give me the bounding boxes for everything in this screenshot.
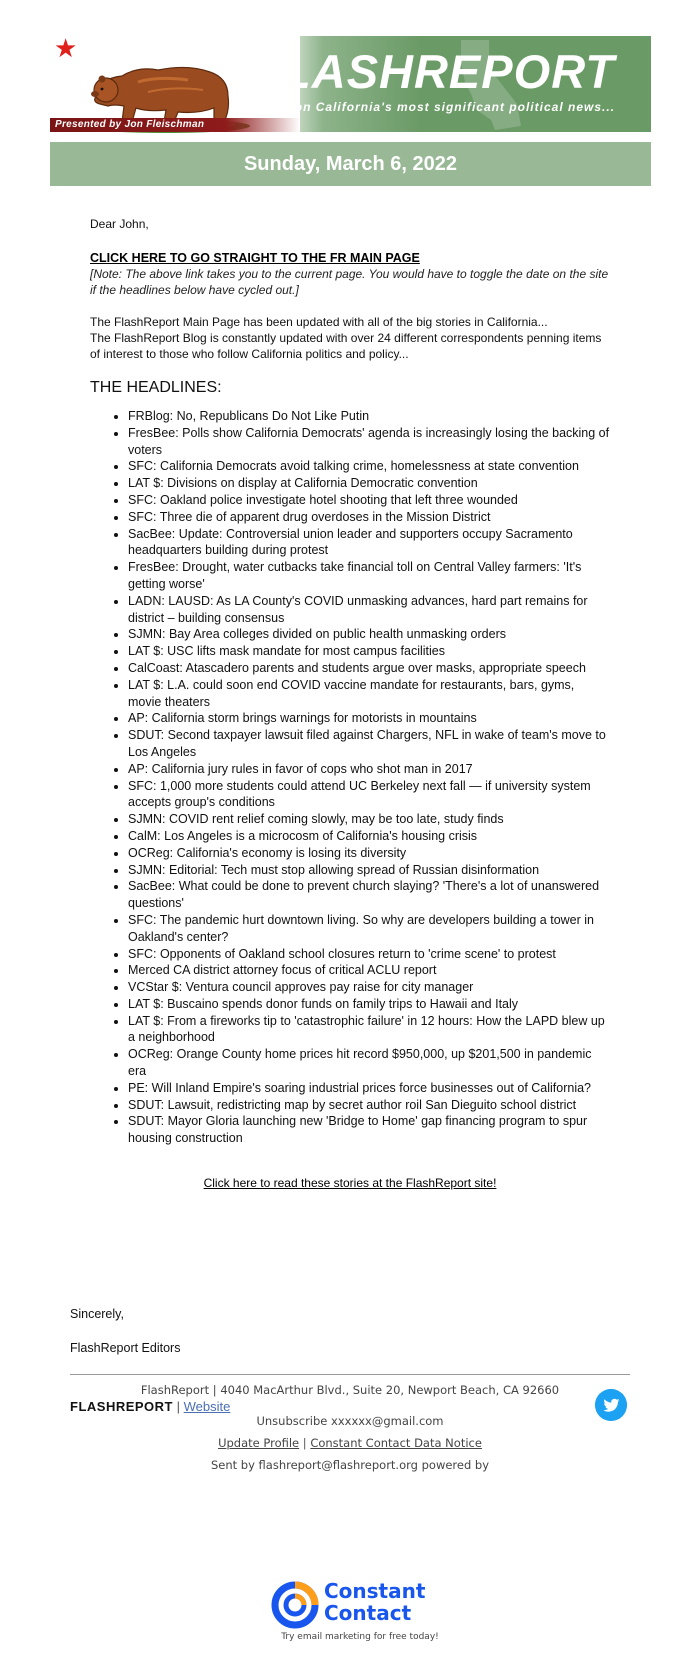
headline-item[interactable]: • SacBee: What could be done to prevent church slaying? 'There's a lot of unanswered questions' [128,878,610,912]
headline-item[interactable]: • SJMN: Bay Area colleges divided on public health unmasking orders [128,626,610,643]
main-page-link[interactable]: CLICK HERE TO GO STRAIGHT TO THE FR MAIN PAGE [90,251,420,265]
headline-item[interactable]: • SFC: Oakland police investigate hotel shooting that left three wounded [128,492,610,509]
headline-item[interactable]: • SJMN: Editorial: Tech must stop allowing spread of Russian disinformation [128,862,610,879]
headline-item[interactable]: • SFC: The pandemic hurt downtown living. So why are developers building a tower in Oakland's center? [128,912,610,946]
masthead [50,36,651,132]
footer-address: FlashReport | 4040 MacArthur Blvd., Suite 20, Newport Beach, CA 92660 [140,1383,560,1397]
headline-item[interactable]: • LAT $: USC lifts mask mandate for most campus facilities [128,643,610,660]
update-line-main-page: The FlashReport Main Page has been updated with all of the big stories in California... [90,315,548,329]
headline-item[interactable]: • VCStar $: Ventura council approves pay raise for city manager [128,979,610,996]
presented-by-banner: Presented by Jon Fleischman [50,118,300,132]
headline-item[interactable]: • FRBlog: No, Republicans Do Not Like Putin [128,408,610,425]
headline-item[interactable]: • SFC: Three die of apparent drug overdoses in the Mission District [128,509,610,526]
headline-item[interactable]: • PE: Will Inland Empire's soaring industrial prices force businesses out of California? [128,1080,610,1097]
profile-links [0,1436,700,1450]
footer-pipe: | [302,1436,307,1450]
headline-item[interactable]: • CalCoast: Atascadero parents and students argue over masks, appropriate speech [128,660,610,677]
date-bar: Sunday, March 6, 2022 [50,142,651,186]
headline-item[interactable]: • SFC: 1,000 more students could attend UC Berkeley next fall — if university system accepts group's conditions [128,778,610,812]
cc-word-constant: Constant [324,1579,426,1603]
cc-word-contact: Contact [324,1601,412,1625]
headline-item[interactable]: • SJMN: COVID rent relief coming slowly, may be too late, study finds [128,811,610,828]
headline-item[interactable]: • SFC: Opponents of Oakland school closures return to 'crime scene' to protest [128,946,610,963]
link-note: [Note: The above link takes you to the current page. You would have to toggle the date on the site if the headlines below have cycled out.] [90,267,609,297]
flashreport-tagline: ...on California's most significant political news... [281,100,615,114]
headlines-list [90,408,610,1147]
headline-item[interactable]: • AP: California jury rules in favor of cops who shot man in 2017 [128,761,610,778]
website-link[interactable]: Website [183,1399,231,1414]
cc-try-line: Try email marketing for free today! [281,1632,439,1642]
headlines-heading: THE HEADLINES: [90,379,222,396]
greeting: Dear John, [90,217,149,231]
footer-brand-name: FLASHREPORT [70,1399,173,1414]
headline-item[interactable]: • LAT $: Buscaino spends donor funds on family trips to Hawaii and Italy [128,996,610,1013]
headline-item[interactable]: • CalM: Los Angeles is a microcosm of California's housing crisis [128,828,610,845]
headline-item[interactable]: • FresBee: Polls show California Democrats' agenda is increasingly losing the backing of voters [128,425,610,459]
headline-item[interactable]: • SDUT: Mayor Gloria launching new 'Bridge to Home' gap financing program to spur housing construction [128,1113,610,1147]
headline-item[interactable]: • Merced CA district attorney focus of critical ACLU report [128,962,610,979]
closing: Sincerely, [70,1307,124,1321]
constant-contact-logo[interactable] [270,1580,450,1646]
headline-item[interactable]: • SacBee: Update: Controversial union leader and supporters occupy Sacramento headquarters building during protest [128,526,610,560]
headline-item[interactable]: • FresBee: Drought, water cutbacks take financial toll on Central Valley farmers: 'It's getting worse' [128,559,610,593]
headline-item[interactable]: • SFC: California Democrats avoid talking crime, homelessness at state convention [128,458,610,475]
footer-brand-separator: | [176,1399,181,1414]
data-notice-link[interactable]: Constant Contact Data Notice [310,1436,482,1450]
constant-contact-wordmark [324,1580,425,1624]
unsubscribe-link[interactable] [0,1414,700,1428]
headline-item[interactable]: • OCReg: Orange County home prices hit record $950,000, up $201,500 in pandemic era [128,1046,610,1080]
footer-divider [70,1374,630,1375]
flashreport-logo: FLASHREPORT [252,45,615,98]
signature: FlashReport Editors [70,1341,181,1355]
headline-item[interactable]: • OCReg: California's economy is losing its diversity [128,845,610,862]
headline-item[interactable]: • LAT $: From a fireworks tip to 'catastrophic failure' in 12 hours: How the LAPD blew up a neighborhood [128,1013,610,1047]
update-paragraph [90,314,610,362]
constant-contact-swirl-icon [270,1580,320,1630]
red-star-icon: ★ [54,34,78,64]
signoff [70,1306,180,1374]
headline-item[interactable]: • AP: California storm brings warnings for motorists in mountains [128,710,610,727]
unsubscribe-text[interactable]: Unsubscribe xxxxxx@gmail.com [256,1414,444,1428]
sent-by: Sent by flashreport@flashreport.org powered by [210,1458,490,1472]
headline-item[interactable]: • SDUT: Second taxpayer lawsuit filed against Chargers, NFL in wake of team's move to Los Angeles [128,727,610,761]
headline-item[interactable]: • SDUT: Lawsuit, redistricting map by secret author roil San Dieguito school district [128,1097,610,1114]
update-line-blog: The FlashReport Blog is constantly updated with over 24 different correspondents penning items of interest to those who follow California politics and policy... [90,331,602,361]
headline-item[interactable]: • LADN: LAUSD: As LA County's COVID unmasking advances, hard part remains for district – building consensus [128,593,610,627]
letter-body [90,216,610,1191]
read-stories-link[interactable]: Click here to read these stories at the FlashReport site! [203,1176,497,1191]
footer-brand [70,1399,230,1414]
headline-item[interactable]: • LAT $: Divisions on display at California Democratic convention [128,475,610,492]
update-profile-link[interactable]: Update Profile [218,1436,300,1450]
headline-item[interactable]: • LAT $: L.A. could soon end COVID vaccine mandate for restaurants, bars, gyms, movie theaters [128,677,610,711]
